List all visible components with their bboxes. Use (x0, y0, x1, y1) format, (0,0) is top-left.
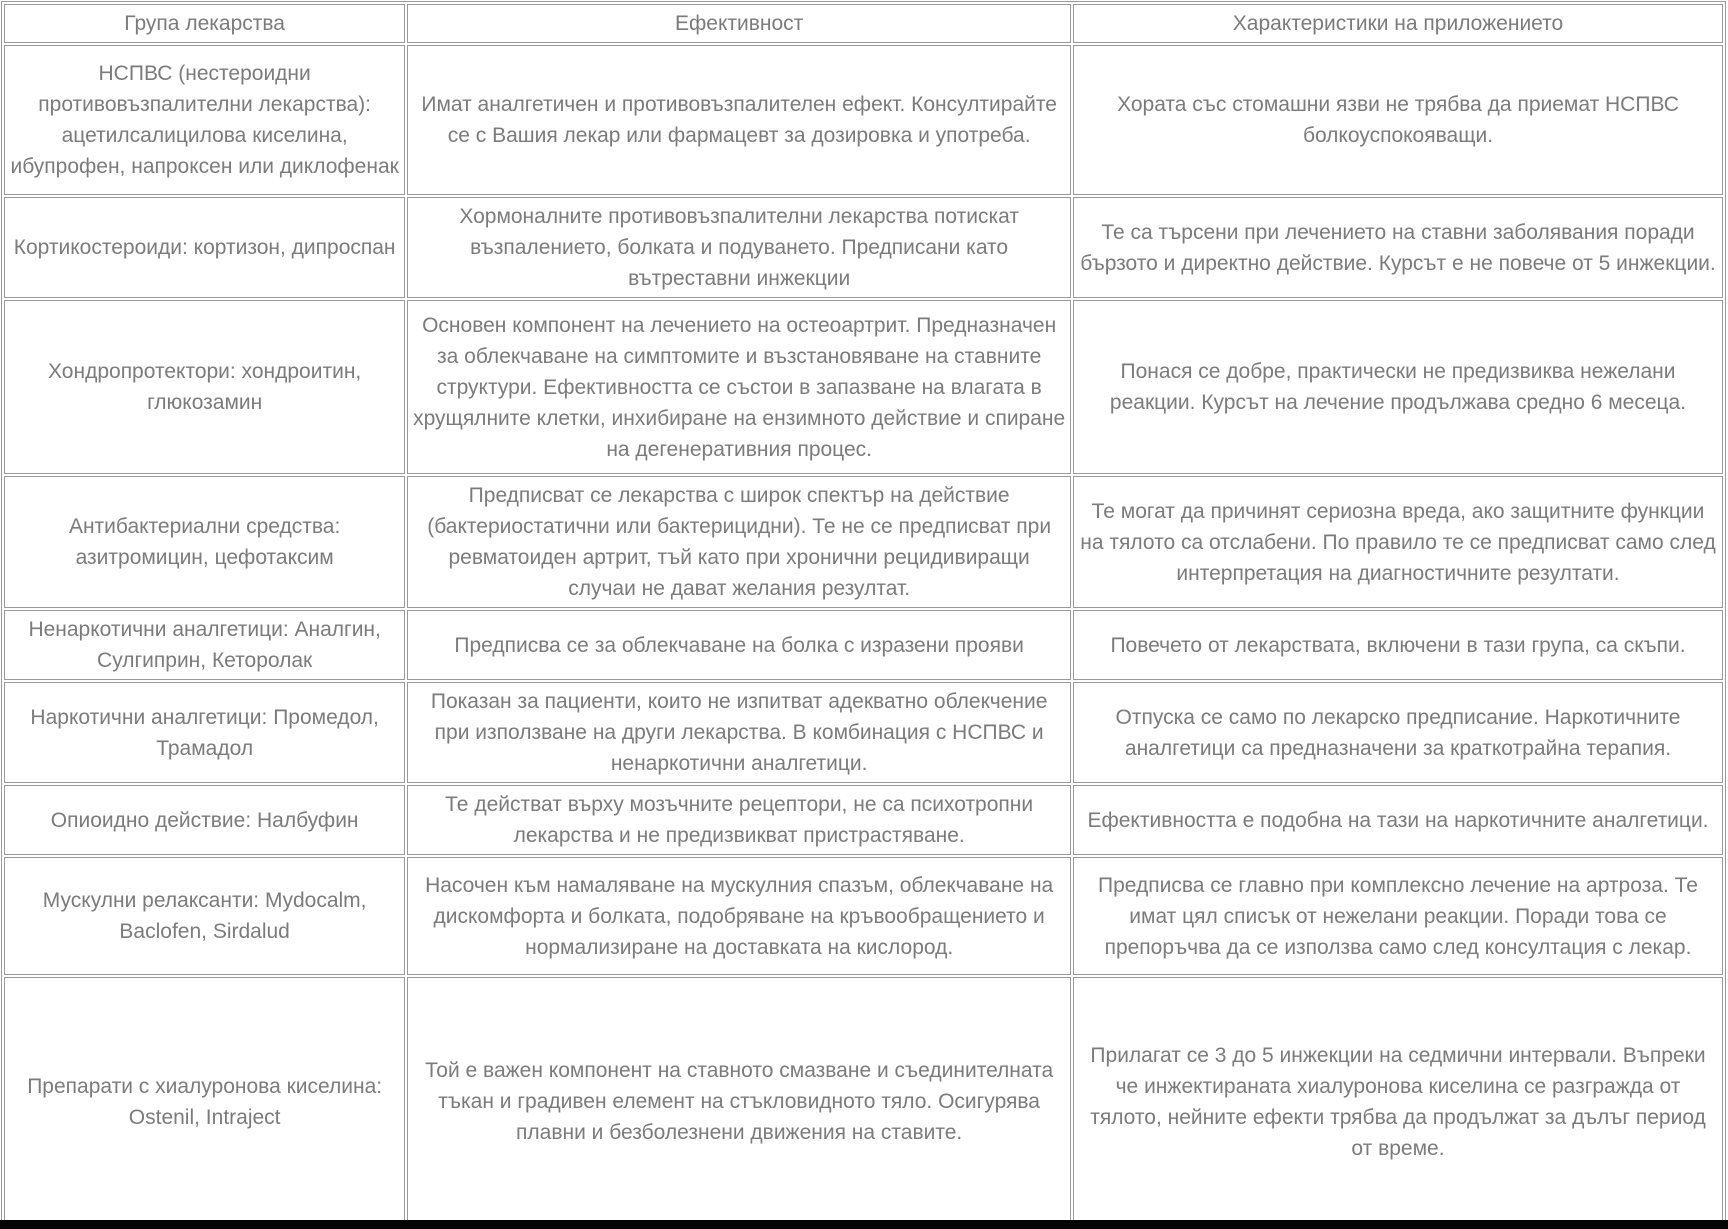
table-body (4, 45, 1723, 1226)
cell-characteristics: Те са търсени при лечението на ставни заболявания поради бързото и директно действие. Курсът е не повече от 5 инжекции. (1073, 197, 1723, 298)
cell-effectiveness: Насочен към намаляване на мускулния спазъм, облекчаване на дискомфорта и болката, подобряване на кръвообращението и нормализиране на доставката на кислород. (407, 857, 1071, 975)
cell-characteristics: Хората със стомашни язви не трябва да приемат НСПВС болкоуспокояващи. (1073, 45, 1723, 195)
column-header-drug-group: Група лекарства (4, 4, 405, 43)
cell-characteristics: Те могат да причинят сериозна вреда, ако защитните функции на тялото са отслабени. По правило те се предписват само след интерпретация на диагностичните резултати. (1073, 476, 1723, 608)
cell-drug-group: Опиоидно действие: Налбуфин (4, 785, 405, 855)
cell-effectiveness: Имат аналгетичен и противовъзпалителен ефект. Консултирайте се с Вашия лекар или фармацевт за дозировка и употреба. (407, 45, 1071, 195)
cell-drug-group: Ненаркотични аналгетици: Аналгин, Сулгиприн, Кеторолак (4, 610, 405, 680)
table-row (4, 610, 1723, 680)
table-row (4, 785, 1723, 855)
table-row (4, 300, 1723, 474)
cell-effectiveness: Те действат върху мозъчните рецептори, не са психотропни лекарства и не предизвикват пристрастяване. (407, 785, 1071, 855)
cell-drug-group: Антибактериални средства: азитромицин, цефотаксим (4, 476, 405, 608)
cell-drug-group: НСПВС (нестероидни противовъзпалителни лекарства): ацетилсалицилова киселина, ибупрофен, напроксен или диклофенак (4, 45, 405, 195)
cell-drug-group: Препарати с хиалуронова киселина: Ostenil, Intraject (4, 977, 405, 1226)
bottom-divider-bar (0, 1220, 1728, 1229)
cell-characteristics: Ефективността е подобна на тази на наркотичните аналгетици. (1073, 785, 1723, 855)
table-header (4, 4, 1723, 43)
cell-characteristics: Повечето от лекарствата, включени в тази група, са скъпи. (1073, 610, 1723, 680)
table-row (4, 197, 1723, 298)
table-row (4, 45, 1723, 195)
cell-effectiveness: Предписва се за облекчаване на болка с изразени прояви (407, 610, 1071, 680)
column-header-characteristics: Характеристики на приложението (1073, 4, 1723, 43)
cell-drug-group: Кортикостероиди: кортизон, дипроспан (4, 197, 405, 298)
cell-characteristics: Предписва се главно при комплексно лечение на артроза. Те имат цял списък от нежелани реакции. Поради това се препоръчва да се използва само след консултация с лекар. (1073, 857, 1723, 975)
medications-table (1, 1, 1726, 1229)
table-row (4, 857, 1723, 975)
table-row (4, 476, 1723, 608)
cell-effectiveness: Предписват се лекарства с широк спектър на действие (бактериостатични или бактерицидни). Те не се предписват при ревматоиден артрит, тъй като при хронични рецидивиращи случаи не дават желания резултат. (407, 476, 1071, 608)
cell-effectiveness: Показан за пациенти, които не изпитват адекватно облекчение при използване на други лекарства. В комбинация с НСПВС и ненаркотични аналгетици. (407, 682, 1071, 783)
cell-characteristics: Отпуска се само по лекарско предписание. Наркотичните аналгетици са предназначени за краткотрайна терапия. (1073, 682, 1723, 783)
cell-drug-group: Хондропротектори: хондроитин, глюкозамин (4, 300, 405, 474)
cell-effectiveness: Той е важен компонент на ставното смазване и съединителната тъкан и градивен елемент на стъкловидното тяло. Осигурява плавни и безболезнени движения на ставите. (407, 977, 1071, 1226)
cell-characteristics: Понася се добре, практически не предизвиква нежелани реакции. Курсът на лечение продължава средно 6 месеца. (1073, 300, 1723, 474)
table-row (4, 682, 1723, 783)
cell-effectiveness: Хормоналните противовъзпалителни лекарства потискат възпалението, болката и подуването. Предписани като вътреставни инжекции (407, 197, 1071, 298)
column-header-effectiveness: Ефективност (407, 4, 1071, 43)
cell-drug-group: Наркотични аналгетици: Промедол, Трамадол (4, 682, 405, 783)
cell-effectiveness: Основен компонент на лечението на остеоартрит. Предназначен за облекчаване на симптомите и възстановяване на ставните структури. Ефективността се състои в запазване на влагата в хрущялните клетки, инхибиране на ензимното действие и спиране на дегенеративния процес. (407, 300, 1071, 474)
header-row (4, 4, 1723, 43)
table-row (4, 977, 1723, 1226)
cell-drug-group: Мускулни релаксанти: Mydocalm, Baclofen, Sirdalud (4, 857, 405, 975)
cell-characteristics: Прилагат се 3 до 5 инжекции на седмични интервали. Въпреки че инжектираната хиалуронова киселина се разгражда от тялото, нейните ефекти трябва да продължат за дълъг период от време. (1073, 977, 1723, 1226)
